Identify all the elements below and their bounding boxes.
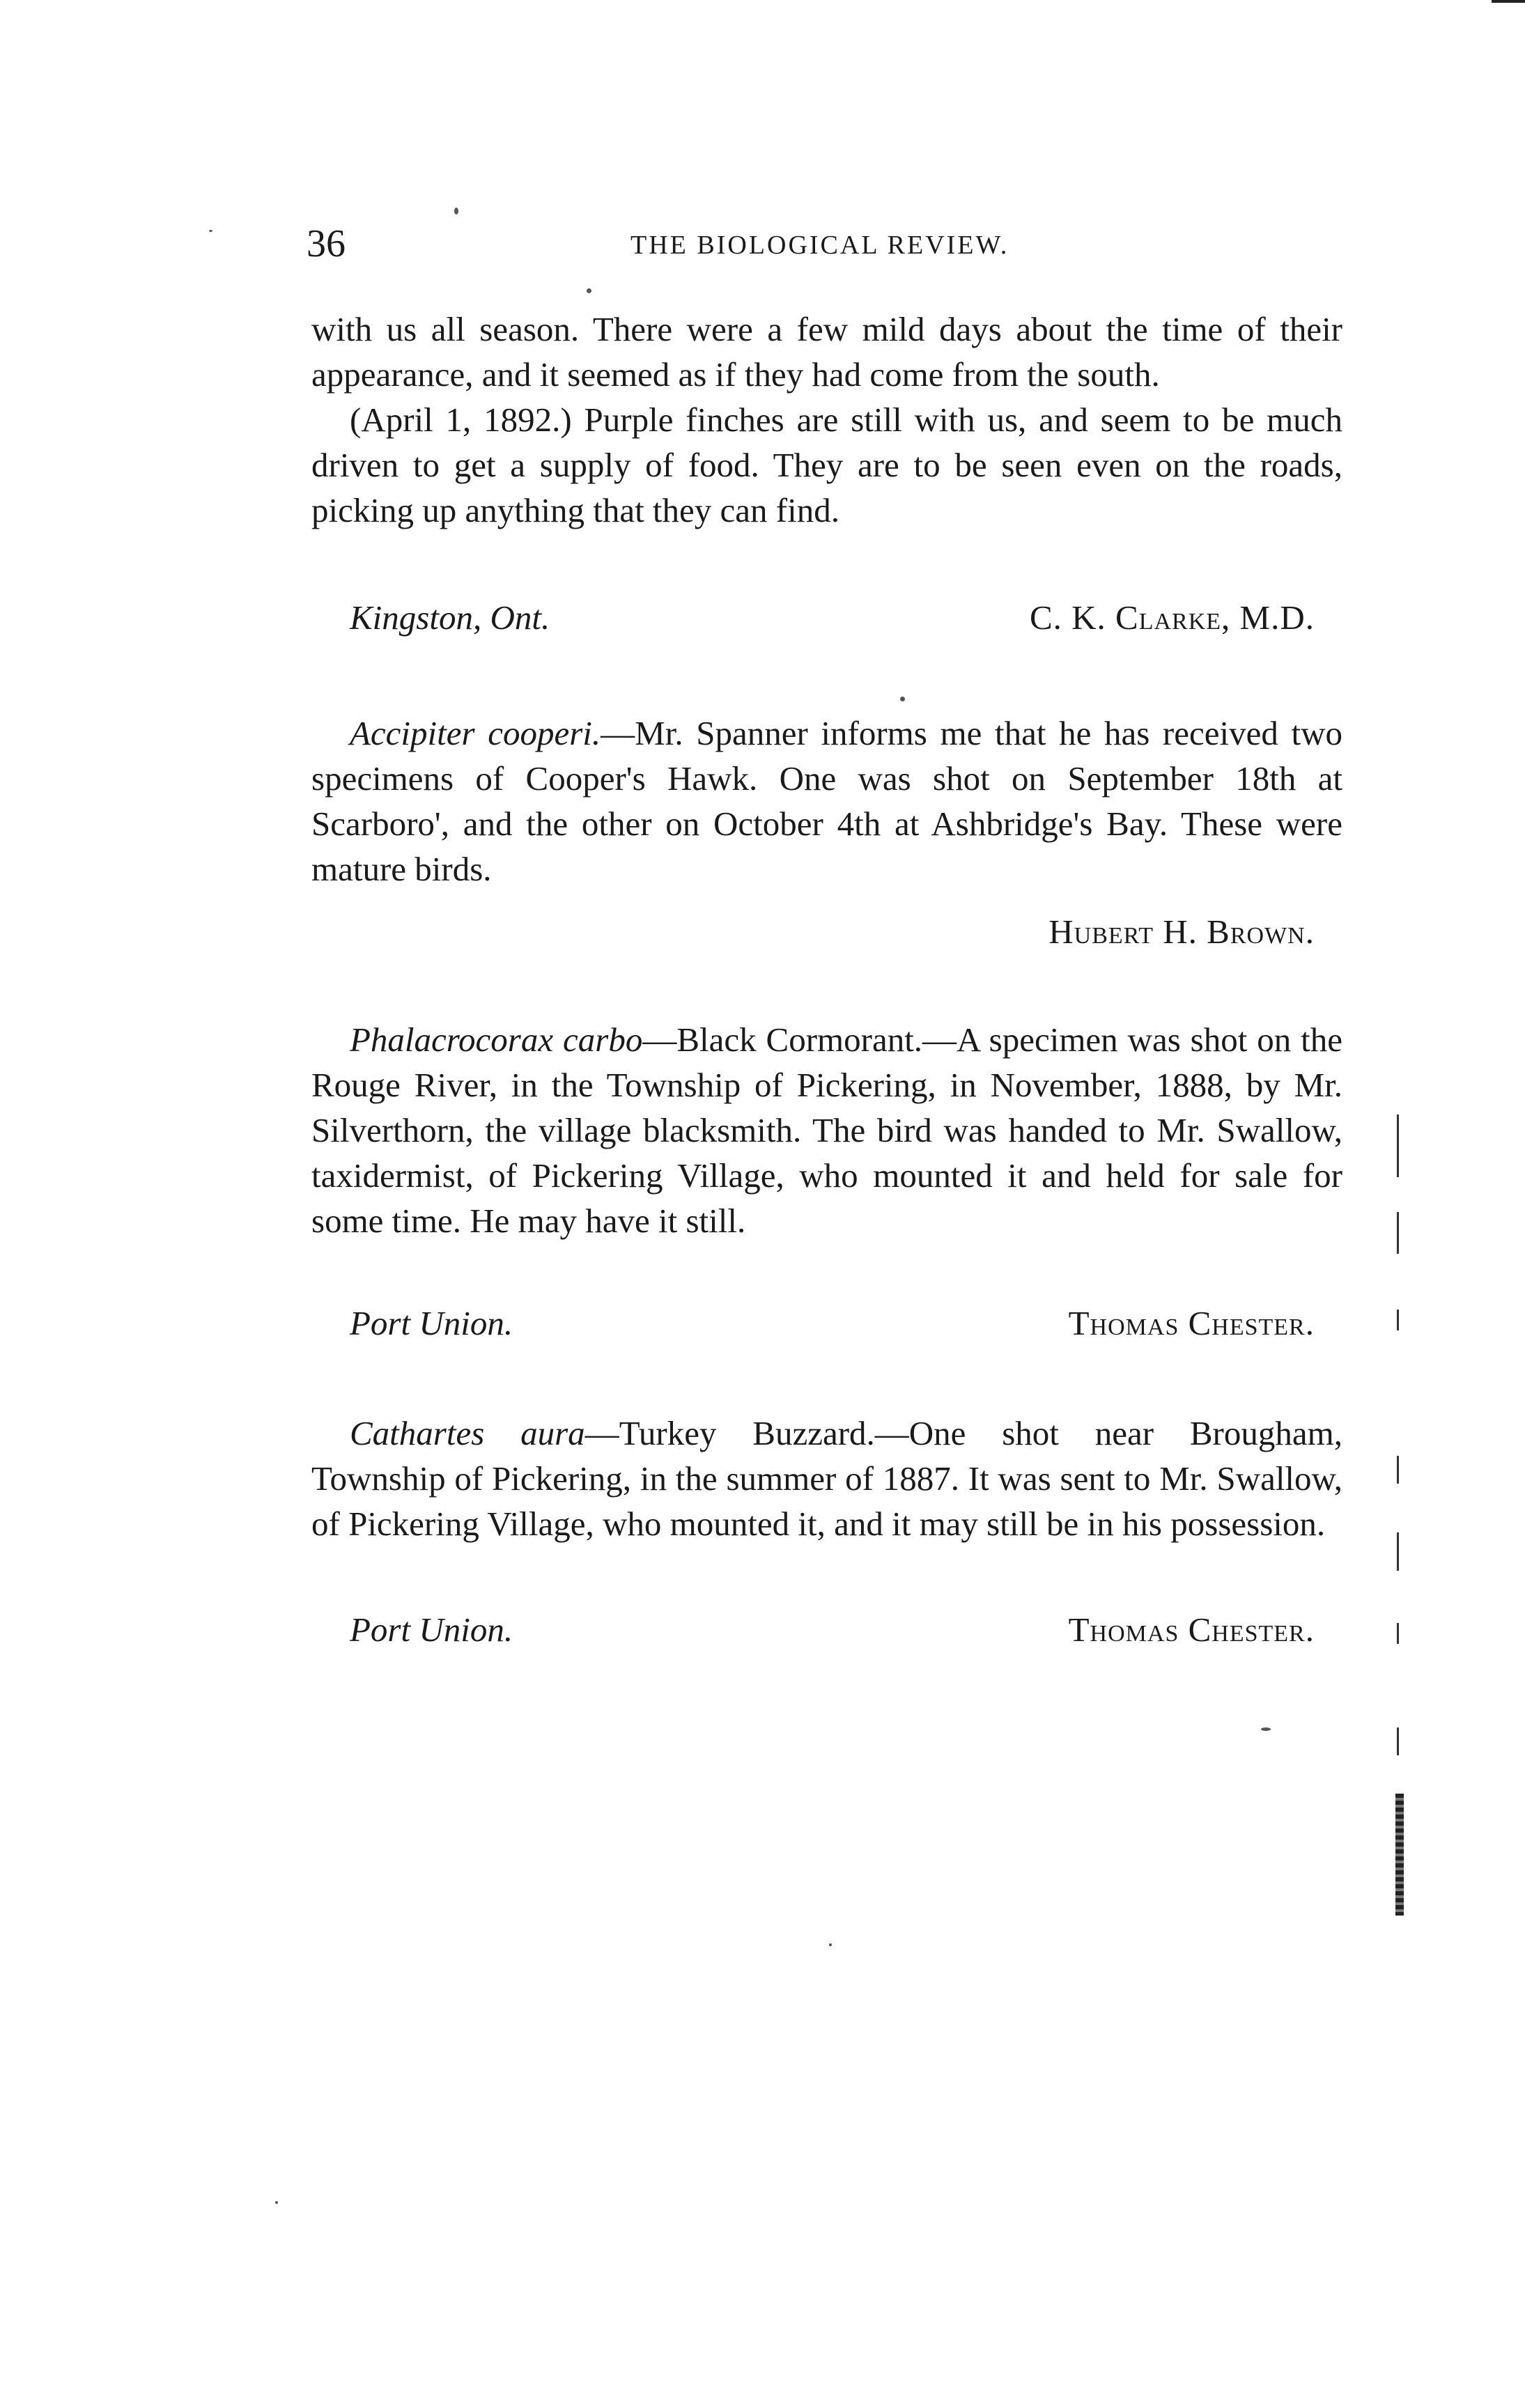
scan-speck bbox=[900, 697, 905, 701]
scan-margin-mark bbox=[1397, 1727, 1399, 1755]
scan-speck bbox=[275, 2201, 278, 2204]
place-name: Port Union. bbox=[350, 1610, 513, 1649]
note-accipiter-cooperi bbox=[311, 710, 1342, 961]
note-cathartes-aura bbox=[311, 1411, 1342, 1668]
scan-edge-bar bbox=[1395, 1794, 1404, 1916]
scan-speck bbox=[829, 1943, 832, 1946]
scan-speck bbox=[209, 230, 212, 232]
scan-margin-mark bbox=[1397, 1532, 1399, 1571]
paragraph: (April 1, 1892.) Purple finches are still with us, and seem to be much driven to get a supply of food. They are to be seen even on the roads, picking up anything that they can find. bbox=[311, 401, 1342, 529]
scan-margin-mark bbox=[1397, 1114, 1399, 1177]
author-name: C. K. Clarke, M.D. bbox=[1029, 598, 1315, 637]
note-body: —Turkey Buzzard.—One shot near Brougham, Township of Pickering, in the summer of 1887. It was sent to Mr. Swallow, of Pickering Village, who mounted it, and it may still be in his possession. bbox=[311, 1414, 1342, 1543]
page-number: 36 bbox=[307, 222, 346, 265]
scan-margin-mark bbox=[1397, 1456, 1399, 1484]
running-title: THE BIOLOGICAL REVIEW. bbox=[630, 231, 1009, 260]
paragraph bbox=[311, 1017, 1342, 1243]
note-purple-finches bbox=[311, 306, 1342, 637]
scan-margin-mark bbox=[1397, 1212, 1399, 1254]
note-body: —Black Cormorant.—A specimen was shot on the Rouge River, in the Township of Pickering, in November, 1888, by Mr. Silverthorn, the village blacksmith. The bird was handed to Mr. Swallow, taxidermist, of Pickering Village, who mounted it and held for sale for some time. He may have it still. bbox=[311, 1020, 1342, 1240]
scan-speck bbox=[587, 288, 591, 293]
author-name: Thomas Chester. bbox=[1068, 1610, 1315, 1649]
paragraph bbox=[311, 1411, 1342, 1546]
species-name: Cathartes aura bbox=[350, 1414, 585, 1452]
note-phalacrocorax-carbo bbox=[311, 1017, 1342, 1365]
place-name: Kingston, Ont. bbox=[350, 598, 550, 637]
scan-speck bbox=[454, 208, 458, 215]
note-body: —Mr. Spanner informs me that he has received two specimens of Cooper's Hawk. One was shot on September 18th at Scarboro', and the other on October 4th at Ashbridge's Bay. These were mature birds. bbox=[311, 714, 1342, 888]
scan-speck bbox=[1261, 1727, 1271, 1731]
author-name: Thomas Chester. bbox=[1068, 1304, 1315, 1342]
author-name: Hubert H. Brown. bbox=[1048, 912, 1315, 951]
scan-margin-mark bbox=[1397, 1310, 1399, 1330]
paragraph bbox=[311, 710, 1342, 892]
species-name: Accipiter cooperi. bbox=[350, 714, 601, 752]
paragraph: with us all season. There were a few mild days about the time of their appearance, and it seemed as if they had come from the south. bbox=[311, 310, 1342, 394]
top-edge-rule bbox=[1492, 0, 1525, 3]
species-name: Phalacrocorax carbo bbox=[350, 1020, 643, 1059]
scan-margin-mark bbox=[1397, 1623, 1399, 1644]
place-name: Port Union. bbox=[350, 1304, 513, 1342]
